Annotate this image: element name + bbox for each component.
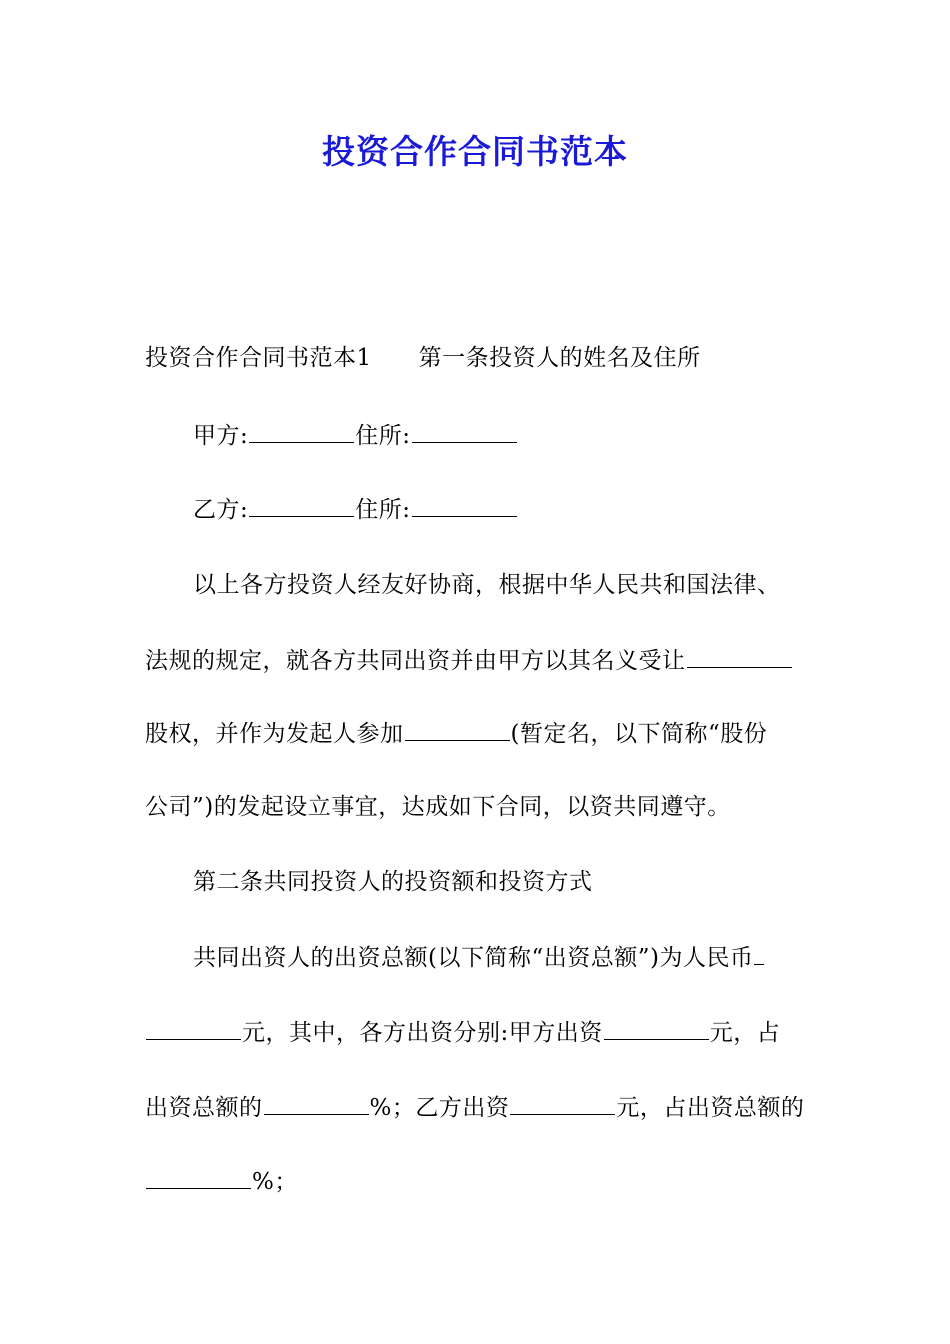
text-span: 公司”)的发起设立事宜，达成如下合同，以资共同遵守。 bbox=[145, 794, 731, 820]
text-span: (暂定名，以下简称“股份 bbox=[510, 721, 768, 747]
blank-field bbox=[405, 718, 510, 741]
text-span: 元，占出资总额的 bbox=[616, 1095, 805, 1121]
blank-field bbox=[687, 645, 792, 668]
paragraph-line bbox=[145, 792, 731, 822]
section-heading bbox=[193, 867, 593, 897]
blank-field bbox=[412, 420, 517, 443]
text-span: 共同出资人的出资总额(以下简称“出资总额”)为人民币 bbox=[193, 945, 754, 971]
blank-field bbox=[510, 1092, 615, 1115]
paragraph-line bbox=[145, 343, 701, 373]
blank-field bbox=[146, 1017, 241, 1040]
party-a-label: 甲方: bbox=[193, 423, 249, 449]
blank-field bbox=[604, 1017, 709, 1040]
party-a-line bbox=[193, 420, 518, 451]
text-span: %； bbox=[252, 1169, 298, 1195]
paragraph-line bbox=[193, 942, 765, 973]
text-span: 第二条共同投资人的投资额和投资方式 bbox=[193, 869, 593, 895]
paragraph-line bbox=[145, 645, 793, 676]
text-span: 投资合作合同书范本1 第一条投资人的姓名及住所 bbox=[145, 345, 701, 371]
text-span: 以上各方投资人经友好协商，根据中华人民共和国法律、 bbox=[193, 572, 781, 598]
blank-field bbox=[264, 1092, 369, 1115]
text-span: 元，占 bbox=[709, 1020, 781, 1046]
paragraph-line bbox=[193, 570, 781, 600]
paragraph-line bbox=[145, 1017, 780, 1048]
blank-field bbox=[754, 942, 764, 965]
text-span: 元，其中，各方出资分别:甲方出资 bbox=[242, 1020, 603, 1046]
address-label: 住所: bbox=[355, 423, 411, 449]
paragraph-line bbox=[145, 1092, 804, 1123]
text-span: 股权，并作为发起人参加 bbox=[145, 721, 404, 747]
text-span: %；乙方出资 bbox=[369, 1095, 510, 1121]
blank-field bbox=[249, 494, 354, 517]
address-label: 住所: bbox=[355, 497, 411, 523]
text-span: 出资总额的 bbox=[145, 1095, 263, 1121]
party-b-line bbox=[193, 494, 518, 525]
text-span: 法规的规定，就各方共同出资并由甲方以其名义受让 bbox=[145, 648, 686, 674]
paragraph-line bbox=[145, 1166, 298, 1197]
paragraph-line bbox=[145, 718, 767, 749]
party-b-label: 乙方: bbox=[193, 497, 249, 523]
blank-field bbox=[249, 420, 354, 443]
document-title: 投资合作合同书范本 bbox=[322, 132, 628, 171]
blank-field bbox=[412, 494, 517, 517]
blank-field bbox=[146, 1166, 251, 1189]
